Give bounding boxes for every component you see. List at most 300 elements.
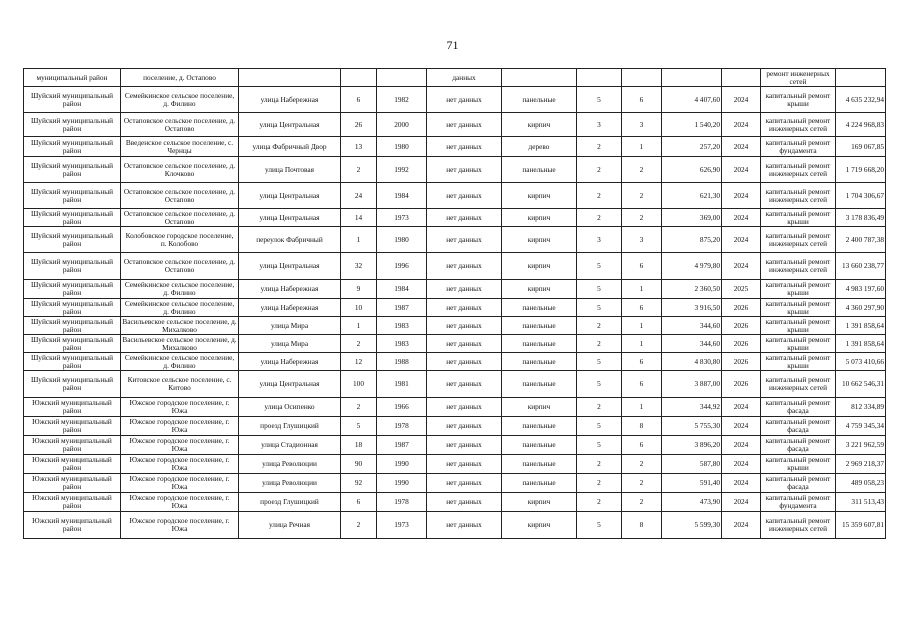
build-year-cell: 1987 [377, 436, 427, 455]
work-type-cell: капитальный ремонт крыши [761, 87, 836, 113]
table-row [24, 209, 886, 227]
wall-material-cell: кирпич [502, 398, 577, 417]
house-number-cell: 2 [341, 157, 377, 183]
street-cell: улица Центральная [239, 371, 341, 398]
floors-cell: 5 [577, 87, 622, 113]
build-year-cell: 1983 [377, 317, 427, 335]
build-year-cell [377, 69, 427, 87]
street-cell: улица Набережная [239, 87, 341, 113]
wall-material-cell: кирпич [502, 227, 577, 253]
settlement-cell: Южское городское поселение, г. Южа [121, 398, 239, 417]
street-cell: улица Набережная [239, 280, 341, 299]
settlement-cell: Семейкинское сельское поселение, д. Филино [121, 87, 239, 113]
street-cell: улица Стадионная [239, 436, 341, 455]
floors-cell: 2 [577, 474, 622, 493]
work-type-cell: капитальный ремонт фундамента [761, 493, 836, 512]
walls-year-cell: нет данных [427, 209, 502, 227]
settlement-cell: поселение, д. Остапово [121, 69, 239, 87]
entrances-cell: 6 [622, 353, 662, 371]
entrances-cell [622, 69, 662, 87]
area-cell: 626,90 [662, 157, 722, 183]
walls-year-cell: нет данных [427, 474, 502, 493]
cost-cell [836, 69, 886, 87]
cost-cell: 10 662 546,31 [836, 371, 886, 398]
street-cell: улица Мира [239, 335, 341, 353]
plan-year-cell: 2024 [722, 183, 761, 209]
work-type-cell: капитальный ремонт инженерных сетей [761, 512, 836, 539]
plan-year-cell: 2024 [722, 493, 761, 512]
walls-year-cell: данных [427, 69, 502, 87]
wall-material-cell: панельные [502, 157, 577, 183]
street-cell: улица Революции [239, 455, 341, 474]
work-type-cell: капитальный ремонт инженерных сетей [761, 253, 836, 280]
house-number-cell: 1 [341, 317, 377, 335]
district-cell: муниципальный район [24, 69, 121, 87]
build-year-cell: 1988 [377, 353, 427, 371]
build-year-cell: 2000 [377, 113, 427, 137]
district-cell: Шуйский муниципальный район [24, 280, 121, 299]
walls-year-cell: нет данных [427, 157, 502, 183]
walls-year-cell: нет данных [427, 417, 502, 436]
house-number-cell: 6 [341, 87, 377, 113]
build-year-cell: 1978 [377, 417, 427, 436]
area-cell: 2 360,50 [662, 280, 722, 299]
entrances-cell: 3 [622, 113, 662, 137]
street-cell: улица Центральная [239, 209, 341, 227]
house-number-cell: 90 [341, 455, 377, 474]
walls-year-cell: нет данных [427, 317, 502, 335]
wall-material-cell: панельные [502, 353, 577, 371]
house-number-cell: 13 [341, 137, 377, 157]
plan-year-cell: 2024 [722, 137, 761, 157]
table-row [24, 512, 886, 539]
cost-cell: 4 983 197,60 [836, 280, 886, 299]
cost-cell: 13 660 238,77 [836, 253, 886, 280]
table-row [24, 137, 886, 157]
work-type-cell: капитальный ремонт крыши [761, 455, 836, 474]
district-cell: Южский муниципальный район [24, 455, 121, 474]
wall-material-cell: кирпич [502, 113, 577, 137]
street-cell: улица Центральная [239, 113, 341, 137]
street-cell: улица Речная [239, 512, 341, 539]
walls-year-cell: нет данных [427, 455, 502, 474]
area-cell: 3 896,20 [662, 436, 722, 455]
entrances-cell: 8 [622, 512, 662, 539]
house-number-cell: 1 [341, 227, 377, 253]
cost-cell: 4 224 968,83 [836, 113, 886, 137]
build-year-cell: 1984 [377, 280, 427, 299]
work-type-cell: капитальный ремонт инженерных сетей [761, 113, 836, 137]
floors-cell: 5 [577, 280, 622, 299]
area-cell: 344,60 [662, 317, 722, 335]
area-cell: 621,30 [662, 183, 722, 209]
entrances-cell: 1 [622, 317, 662, 335]
floors-cell: 2 [577, 335, 622, 353]
house-number-cell: 100 [341, 371, 377, 398]
house-number-cell [341, 69, 377, 87]
floors-cell: 5 [577, 417, 622, 436]
walls-year-cell: нет данных [427, 335, 502, 353]
cost-cell: 4 635 232,94 [836, 87, 886, 113]
settlement-cell: Васильевское сельское поселение, д. Михалково [122, 316, 237, 334]
district-cell: Южский муниципальный район [24, 512, 121, 539]
cost-cell: 1 704 306,67 [836, 183, 886, 209]
table-row [24, 493, 886, 512]
house-number-cell: 5 [341, 417, 377, 436]
house-number-cell: 14 [341, 209, 377, 227]
settlement-cell: Колобовское городское поселение, п. Колобово [121, 227, 239, 253]
floors-cell: 2 [577, 398, 622, 417]
walls-year-cell: нет данных [427, 512, 502, 539]
cost-cell: 311 513,43 [836, 493, 886, 512]
district-cell: Шуйский муниципальный район [24, 299, 121, 317]
work-type-cell: капитальный ремонт инженерных сетей [761, 157, 836, 183]
wall-material-cell: панельные [502, 87, 577, 113]
page-number: 71 [446, 38, 459, 52]
district-cell: Шуйский муниципальный район [24, 353, 121, 371]
area-cell: 587,80 [662, 455, 722, 474]
wall-material-cell: панельные [502, 436, 577, 455]
walls-year-cell: нет данных [427, 398, 502, 417]
plan-year-cell: 2024 [722, 227, 761, 253]
entrances-cell: 1 [622, 335, 662, 353]
district-cell: Шуйский муниципальный район [24, 253, 121, 280]
plan-year-cell: 2026 [722, 353, 761, 371]
build-year-cell: 1992 [377, 157, 427, 183]
table-row [24, 436, 886, 455]
table-row [24, 69, 886, 87]
cost-cell: 15 359 607,81 [836, 512, 886, 539]
plan-year-cell: 2024 [722, 253, 761, 280]
plan-year-cell: 2025 [722, 280, 761, 299]
plan-year-cell: 2026 [722, 371, 761, 398]
cost-cell: 1 391 858,64 [836, 335, 886, 353]
build-year-cell: 1984 [377, 183, 427, 209]
cost-cell: 3 221 962,59 [836, 436, 886, 455]
entrances-cell: 8 [622, 417, 662, 436]
floors-cell: 5 [577, 371, 622, 398]
walls-year-cell: нет данных [427, 87, 502, 113]
cost-cell: 489 058,23 [836, 474, 886, 493]
work-type-cell: капитальный ремонт крыши [761, 280, 836, 299]
repair-program-table [23, 68, 886, 539]
walls-year-cell: нет данных [427, 353, 502, 371]
walls-year-cell: нет данных [427, 299, 502, 317]
entrances-cell: 2 [622, 474, 662, 493]
district-cell: Шуйский муниципальный район [24, 87, 121, 113]
settlement-cell: Семейкинское сельское поселение, д. Филино [121, 353, 239, 371]
area-cell: 5 755,30 [662, 417, 722, 436]
build-year-cell: 1981 [377, 371, 427, 398]
floors-cell: 5 [577, 512, 622, 539]
walls-year-cell: нет данных [427, 493, 502, 512]
settlement-cell: Семейкинское сельское поселение, д. Филино [121, 299, 239, 317]
build-year-cell: 1978 [377, 493, 427, 512]
walls-year-cell: нет данных [427, 227, 502, 253]
district-cell: Шуйский муниципальный район [24, 317, 121, 335]
entrances-cell: 6 [622, 436, 662, 455]
plan-year-cell: 2026 [722, 299, 761, 317]
entrances-cell: 2 [622, 157, 662, 183]
district-cell: Шуйский муниципальный район [24, 137, 121, 157]
plan-year-cell: 2024 [722, 455, 761, 474]
build-year-cell: 1973 [377, 512, 427, 539]
settlement-cell: Южское городское поселение, г. Южа [121, 455, 239, 474]
work-type-cell: капитальный ремонт фундамента [761, 137, 836, 157]
table-row [24, 474, 886, 493]
work-type-cell: капитальный ремонт инженерных сетей [761, 371, 836, 398]
settlement-cell: Введенское сельское поселение, с. Чернцы [121, 137, 239, 157]
cost-cell: 1 391 858,64 [836, 317, 886, 335]
cost-cell: 3 178 836,49 [836, 209, 886, 227]
entrances-cell: 2 [622, 493, 662, 512]
street-cell: улица Революции [239, 474, 341, 493]
floors-cell: 5 [577, 436, 622, 455]
floors-cell: 2 [577, 493, 622, 512]
plan-year-cell: 2024 [722, 417, 761, 436]
build-year-cell: 1987 [377, 299, 427, 317]
wall-material-cell: дерево [502, 137, 577, 157]
work-type-cell: капитальный ремонт фасада [761, 398, 836, 417]
build-year-cell: 1983 [377, 335, 427, 353]
wall-material-cell: кирпич [502, 183, 577, 209]
build-year-cell: 1980 [377, 227, 427, 253]
area-cell: 3 887,00 [662, 371, 722, 398]
area-cell: 591,40 [662, 474, 722, 493]
plan-year-cell: 2024 [722, 436, 761, 455]
house-number-cell: 2 [341, 398, 377, 417]
district-cell: Южский муниципальный район [24, 436, 121, 455]
entrances-cell: 2 [622, 455, 662, 474]
area-cell: 344,60 [662, 335, 722, 353]
floors-cell: 2 [577, 137, 622, 157]
district-cell: Шуйский муниципальный район [24, 227, 121, 253]
district-cell: Южский муниципальный район [24, 493, 121, 512]
table-row [24, 87, 886, 113]
table-row [24, 398, 886, 417]
plan-year-cell: 2024 [722, 87, 761, 113]
area-cell: 1 540,20 [662, 113, 722, 137]
wall-material-cell: кирпич [502, 493, 577, 512]
wall-material-cell [502, 69, 577, 87]
district-cell: Шуйский муниципальный район [24, 371, 121, 398]
work-type-cell: капитальный ремонт крыши [761, 299, 836, 317]
cost-cell: 4 360 297,90 [836, 299, 886, 317]
work-type-cell: капитальный ремонт крыши [761, 209, 836, 227]
work-type-cell: капитальный ремонт фасада [761, 474, 836, 493]
house-number-cell: 6 [341, 493, 377, 512]
plan-year-cell: 2026 [722, 317, 761, 335]
entrances-cell: 1 [622, 280, 662, 299]
floors-cell: 3 [577, 113, 622, 137]
settlement-cell: Южское городское поселение, г. Южа [121, 512, 239, 539]
house-number-cell: 12 [341, 353, 377, 371]
table-row [24, 183, 886, 209]
floors-cell: 5 [577, 299, 622, 317]
area-cell: 257,20 [662, 137, 722, 157]
area-cell: 344,92 [662, 398, 722, 417]
cost-cell: 2 969 218,37 [836, 455, 886, 474]
floors-cell: 2 [577, 157, 622, 183]
plan-year-cell: 2024 [722, 113, 761, 137]
street-cell: улица Центральная [239, 183, 341, 209]
area-cell: 369,00 [662, 209, 722, 227]
street-cell: улица Осипенко [239, 398, 341, 417]
street-cell: улица Центральная [239, 253, 341, 280]
walls-year-cell: нет данных [427, 253, 502, 280]
entrances-cell: 1 [622, 398, 662, 417]
table-row [24, 253, 886, 280]
street-cell: переулок Фабричный [239, 227, 341, 253]
wall-material-cell: панельные [502, 317, 577, 335]
work-type-cell: капитальный ремонт инженерных сетей [761, 183, 836, 209]
walls-year-cell: нет данных [427, 183, 502, 209]
cost-cell: 2 400 787,38 [836, 227, 886, 253]
settlement-cell: Южское городское поселение, г. Южа [121, 436, 239, 455]
walls-year-cell: нет данных [427, 371, 502, 398]
wall-material-cell: кирпич [502, 280, 577, 299]
area-cell: 875,20 [662, 227, 722, 253]
area-cell: 4 407,60 [662, 87, 722, 113]
area-cell: 4 979,80 [662, 253, 722, 280]
house-number-cell: 92 [341, 474, 377, 493]
area-cell: 3 916,50 [662, 299, 722, 317]
work-type-cell: капитальный ремонт крыши [761, 317, 836, 335]
table-row [24, 157, 886, 183]
settlement-cell: Семейкинское сельское поселение, д. Филино [121, 280, 239, 299]
wall-material-cell: кирпич [502, 209, 577, 227]
walls-year-cell: нет данных [427, 436, 502, 455]
plan-year-cell: 2026 [722, 335, 761, 353]
work-type-cell: капитальный ремонт крыши [761, 353, 836, 371]
district-cell: Южский муниципальный район [24, 474, 121, 493]
table-row [24, 227, 886, 253]
settlement-cell: Южское городское поселение, г. Южа [121, 493, 239, 512]
district-cell: Шуйский муниципальный район [24, 113, 121, 137]
street-cell: улица Фабричный Двор [239, 137, 341, 157]
table-row [24, 113, 886, 137]
wall-material-cell: кирпич [502, 512, 577, 539]
district-cell: Шуйский муниципальный район [24, 209, 121, 227]
district-cell: Южский муниципальный район [24, 398, 121, 417]
work-type-cell: капитальный ремонт инженерных сетей [761, 227, 836, 253]
table-row [24, 371, 886, 398]
build-year-cell: 1973 [377, 209, 427, 227]
entrances-cell: 6 [622, 87, 662, 113]
street-cell: улица Набережная [239, 353, 341, 371]
area-cell: 4 830,80 [662, 353, 722, 371]
walls-year-cell: нет данных [427, 280, 502, 299]
wall-material-cell: панельные [502, 474, 577, 493]
work-type-cell: капитальный ремонт крыши [761, 335, 836, 353]
street-cell: улица Мира [239, 317, 341, 335]
work-type-cell: капитальный ремонт фасада [761, 436, 836, 455]
build-year-cell: 1982 [377, 87, 427, 113]
entrances-cell: 2 [622, 183, 662, 209]
build-year-cell: 1990 [377, 455, 427, 474]
street-cell: улица Почтовая [239, 157, 341, 183]
settlement-cell: Остаповское сельское поселение, д. Остапово [121, 113, 239, 137]
build-year-cell: 1966 [377, 398, 427, 417]
settlement-cell: Остаповское сельское поселение, д. Клочково [121, 157, 239, 183]
table-row [24, 455, 886, 474]
street-cell: проезд Глушицкий [239, 417, 341, 436]
cost-cell: 5 073 410,66 [836, 353, 886, 371]
floors-cell: 2 [577, 183, 622, 209]
cost-cell: 812 334,89 [836, 398, 886, 417]
settlement-cell: Южское городское поселение, г. Южа [121, 417, 239, 436]
build-year-cell: 1990 [377, 474, 427, 493]
house-number-cell: 24 [341, 183, 377, 209]
street-cell: улица Набережная [239, 299, 341, 317]
district-cell: Шуйский муниципальный район [24, 183, 121, 209]
floors-cell: 5 [577, 353, 622, 371]
floors-cell: 5 [577, 253, 622, 280]
wall-material-cell: панельные [502, 299, 577, 317]
plan-year-cell: 2024 [722, 398, 761, 417]
build-year-cell: 1980 [377, 137, 427, 157]
house-number-cell: 26 [341, 113, 377, 137]
table-body [24, 69, 886, 539]
walls-year-cell: нет данных [427, 113, 502, 137]
table-row [24, 317, 886, 335]
settlement-cell: Остаповское сельское поселение, д. Остапово [121, 253, 239, 280]
table-row [24, 417, 886, 436]
street-cell [239, 69, 341, 87]
entrances-cell: 6 [622, 371, 662, 398]
settlement-cell: Южское городское поселение, г. Южа [121, 474, 239, 493]
cost-cell: 169 067,85 [836, 137, 886, 157]
district-cell: Южский муниципальный район [24, 417, 121, 436]
entrances-cell: 1 [622, 137, 662, 157]
floors-cell [577, 69, 622, 87]
entrances-cell: 2 [622, 209, 662, 227]
table-row [24, 335, 886, 353]
house-number-cell: 2 [341, 335, 377, 353]
wall-material-cell: панельные [502, 371, 577, 398]
street-cell: проезд Глушицкий [239, 493, 341, 512]
plan-year-cell [722, 69, 761, 87]
entrances-cell: 6 [622, 253, 662, 280]
plan-year-cell: 2024 [722, 512, 761, 539]
cost-cell: 1 719 668,20 [836, 157, 886, 183]
build-year-cell: 1996 [377, 253, 427, 280]
house-number-cell: 9 [341, 280, 377, 299]
house-number-cell: 18 [341, 436, 377, 455]
wall-material-cell: панельные [502, 335, 577, 353]
plan-year-cell: 2024 [722, 474, 761, 493]
settlement-cell: Васильевское сельское поселение, д. Михалково [122, 334, 237, 352]
area-cell: 473,90 [662, 493, 722, 512]
wall-material-cell: панельные [502, 417, 577, 436]
house-number-cell: 2 [341, 512, 377, 539]
floors-cell: 3 [577, 227, 622, 253]
table-row [24, 353, 886, 371]
floors-cell: 2 [577, 455, 622, 474]
settlement-cell: Остаповское сельское поселение, д. Остапово [121, 183, 239, 209]
table-row [24, 280, 886, 299]
work-type-cell: ремонт инженерных сетей [761, 69, 836, 87]
walls-year-cell: нет данных [427, 137, 502, 157]
wall-material-cell: кирпич [502, 253, 577, 280]
area-cell [662, 69, 722, 87]
district-cell: Шуйский муниципальный район [24, 335, 121, 353]
table-row [24, 299, 886, 317]
settlement-cell: Остаповское сельское поселение, д. Остапово [121, 209, 239, 227]
plan-year-cell: 2024 [722, 157, 761, 183]
wall-material-cell: панельные [502, 455, 577, 474]
floors-cell: 2 [577, 317, 622, 335]
